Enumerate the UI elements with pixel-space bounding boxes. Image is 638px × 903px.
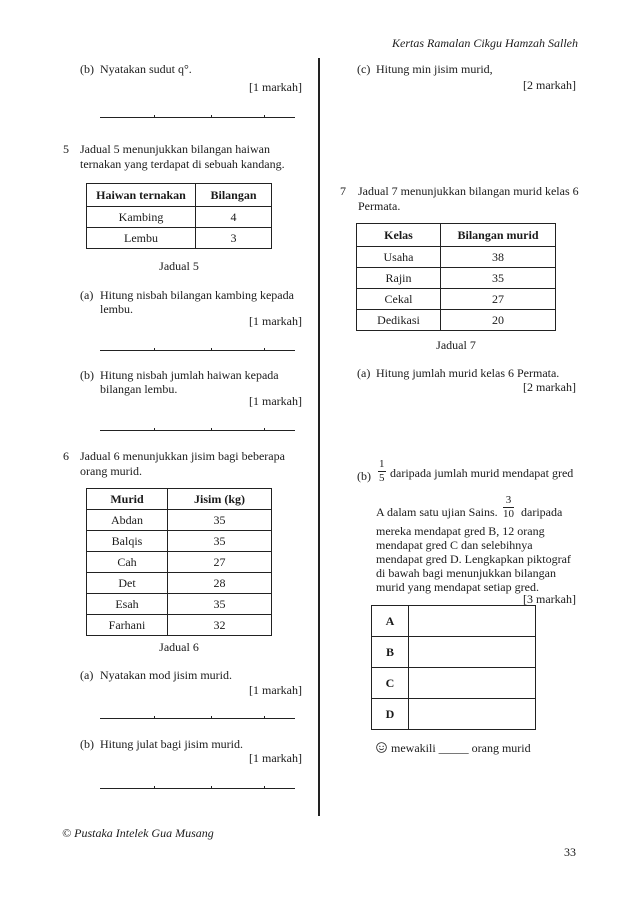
q7b-line6: di bawah bagi menunjukkan bilangan — [376, 566, 556, 580]
table7-cell: 35 — [441, 268, 556, 289]
grade-label-c: C — [372, 668, 409, 699]
q7-caption: Jadual 7 — [436, 338, 476, 352]
q5-intro-line2: ternakan yang terdapat di sebuah kandang. — [80, 157, 285, 171]
table6-cell: Abdan — [87, 510, 168, 531]
q4b-text: Nyatakan sudut q°. — [100, 62, 192, 76]
table7-cell: Cekal — [357, 289, 441, 310]
q7-intro-line1: Jadual 7 menunjukkan bilangan murid kelas 6 — [358, 184, 579, 198]
table6-cell: 35 — [168, 594, 272, 615]
q5b-line2: bilangan lembu. — [100, 382, 178, 396]
table-jadual-5 — [86, 183, 272, 249]
pictograph-legend — [376, 741, 531, 756]
pictograph-legend-text: mewakili _____ orang murid — [391, 741, 531, 755]
q7b-line5: mendapat gred D. Lengkapkan piktograf — [376, 552, 571, 566]
table7-header-bilangan-murid: Bilangan murid — [441, 224, 556, 247]
q6a-text: Nyatakan mod jisim murid. — [100, 668, 232, 682]
table7-cell: 27 — [441, 289, 556, 310]
table7-cell: Usaha — [357, 247, 441, 268]
table5-header-haiwan: Haiwan ternakan — [87, 184, 196, 207]
q6b-marks: [1 markah] — [249, 751, 302, 765]
q6c-text: Hitung min jisim murid, — [376, 62, 493, 76]
table6-cell: Farhani — [87, 615, 168, 636]
table5-cell: 3 — [196, 228, 272, 249]
frac2-denominator: 10 — [503, 508, 514, 520]
table6-cell: 35 — [168, 510, 272, 531]
q7-intro-line2: Permata. — [358, 199, 401, 213]
q5a-marks: [1 markah] — [249, 314, 302, 328]
q5b-label: (b) — [80, 368, 94, 382]
table7-header-kelas: Kelas — [357, 224, 441, 247]
table6-cell: Esah — [87, 594, 168, 615]
table6-cell: 35 — [168, 531, 272, 552]
q7b-line7: murid yang mendapat setiap gred. — [376, 580, 539, 594]
table6-cell: Cah — [87, 552, 168, 573]
q4b-label: (b) — [80, 62, 94, 76]
grade-label-a: A — [372, 606, 409, 637]
column-divider — [318, 58, 320, 816]
answer-line-q5a — [100, 350, 295, 351]
table5-cell: Lembu — [87, 228, 196, 249]
table-jadual-7 — [356, 223, 556, 331]
frac1-denominator: 5 — [379, 472, 385, 484]
table6-cell: 28 — [168, 573, 272, 594]
pictograph-row-c — [409, 668, 536, 699]
q5b-marks: [1 markah] — [249, 394, 302, 408]
pictograph-row-b — [409, 637, 536, 668]
q5-caption: Jadual 5 — [159, 259, 199, 273]
grade-label-d: D — [372, 699, 409, 730]
q6a-label: (a) — [80, 668, 94, 682]
q7b-label: (b) — [357, 469, 371, 483]
table6-cell: 32 — [168, 615, 272, 636]
page-number: 33 — [564, 845, 576, 859]
table6-cell: Det — [87, 573, 168, 594]
q5a-line2: lembu. — [100, 302, 133, 316]
q6a-marks: [1 markah] — [249, 683, 302, 697]
q6-intro-line1: Jadual 6 menunjukkan jisim bagi beberapa — [80, 449, 285, 463]
table-jadual-6 — [86, 488, 272, 636]
q7a-label: (a) — [357, 366, 371, 380]
q6c-label: (c) — [357, 62, 371, 76]
q6-caption: Jadual 6 — [159, 640, 199, 654]
q7-number: 7 — [340, 184, 346, 198]
q5a-line1: Hitung nisbah bilangan kambing kepada — [100, 288, 294, 302]
q5-number: 5 — [63, 142, 69, 156]
pictograph-table — [371, 605, 536, 730]
answer-line-q6a — [100, 718, 295, 719]
q7b-line3: mereka mendapat gred B, 12 orang — [376, 524, 545, 538]
table6-header-murid: Murid — [87, 489, 168, 510]
q6b-label: (b) — [80, 737, 94, 751]
q5a-label: (a) — [80, 288, 94, 302]
answer-line-q5b — [100, 430, 295, 431]
frac2-numerator: 3 — [503, 494, 514, 508]
q5-intro-line1: Jadual 5 menunjukkan bilangan haiwan — [80, 142, 270, 156]
q6-intro-line2: orang murid. — [80, 464, 142, 478]
page-header-title: Kertas Ramalan Cikgu Hamzah Salleh — [392, 36, 578, 50]
table7-cell: Dedikasi — [357, 310, 441, 331]
q7b-line1: daripada jumlah murid mendapat gred — [390, 466, 574, 480]
q7b-line4: mendapat gred C dan selebihnya — [376, 538, 533, 552]
answer-line-q4b — [100, 117, 295, 118]
q7a-marks: [2 markah] — [523, 380, 576, 394]
table7-cell: 20 — [441, 310, 556, 331]
table5-cell: Kambing — [87, 207, 196, 228]
q6c-marks: [2 markah] — [523, 78, 576, 92]
q6b-text: Hitung julat bagi jisim murid. — [100, 737, 243, 751]
answer-line-q6b — [100, 788, 295, 789]
q6-number: 6 — [63, 449, 69, 463]
q7b-marks: [3 markah] — [523, 592, 576, 606]
table5-cell: 4 — [196, 207, 272, 228]
q7b-line2-end: daripada — [521, 505, 563, 519]
table6-header-jisim: Jisim (kg) — [168, 489, 272, 510]
q7a-text: Hitung jumlah murid kelas 6 Permata. — [376, 366, 560, 380]
table6-cell: Balqis — [87, 531, 168, 552]
q7b-fraction-1 — [376, 458, 388, 485]
q5b-line1: Hitung nisbah jumlah haiwan kepada — [100, 368, 279, 382]
table7-cell: 38 — [441, 247, 556, 268]
footer-copyright: © Pustaka Intelek Gua Musang — [62, 826, 214, 840]
frac1-numerator: 1 — [379, 458, 385, 470]
smiley-icon — [376, 742, 387, 753]
q4b-marks: [1 markah] — [249, 80, 302, 94]
q7b-line2: A dalam satu ujian Sains. — [376, 505, 498, 519]
table6-cell: 27 — [168, 552, 272, 573]
grade-label-b: B — [372, 637, 409, 668]
q7b-fraction-2 — [501, 494, 516, 521]
pictograph-row-d — [409, 699, 536, 730]
pictograph-row-a — [409, 606, 536, 637]
table5-header-bilangan: Bilangan — [196, 184, 272, 207]
table7-cell: Rajin — [357, 268, 441, 289]
